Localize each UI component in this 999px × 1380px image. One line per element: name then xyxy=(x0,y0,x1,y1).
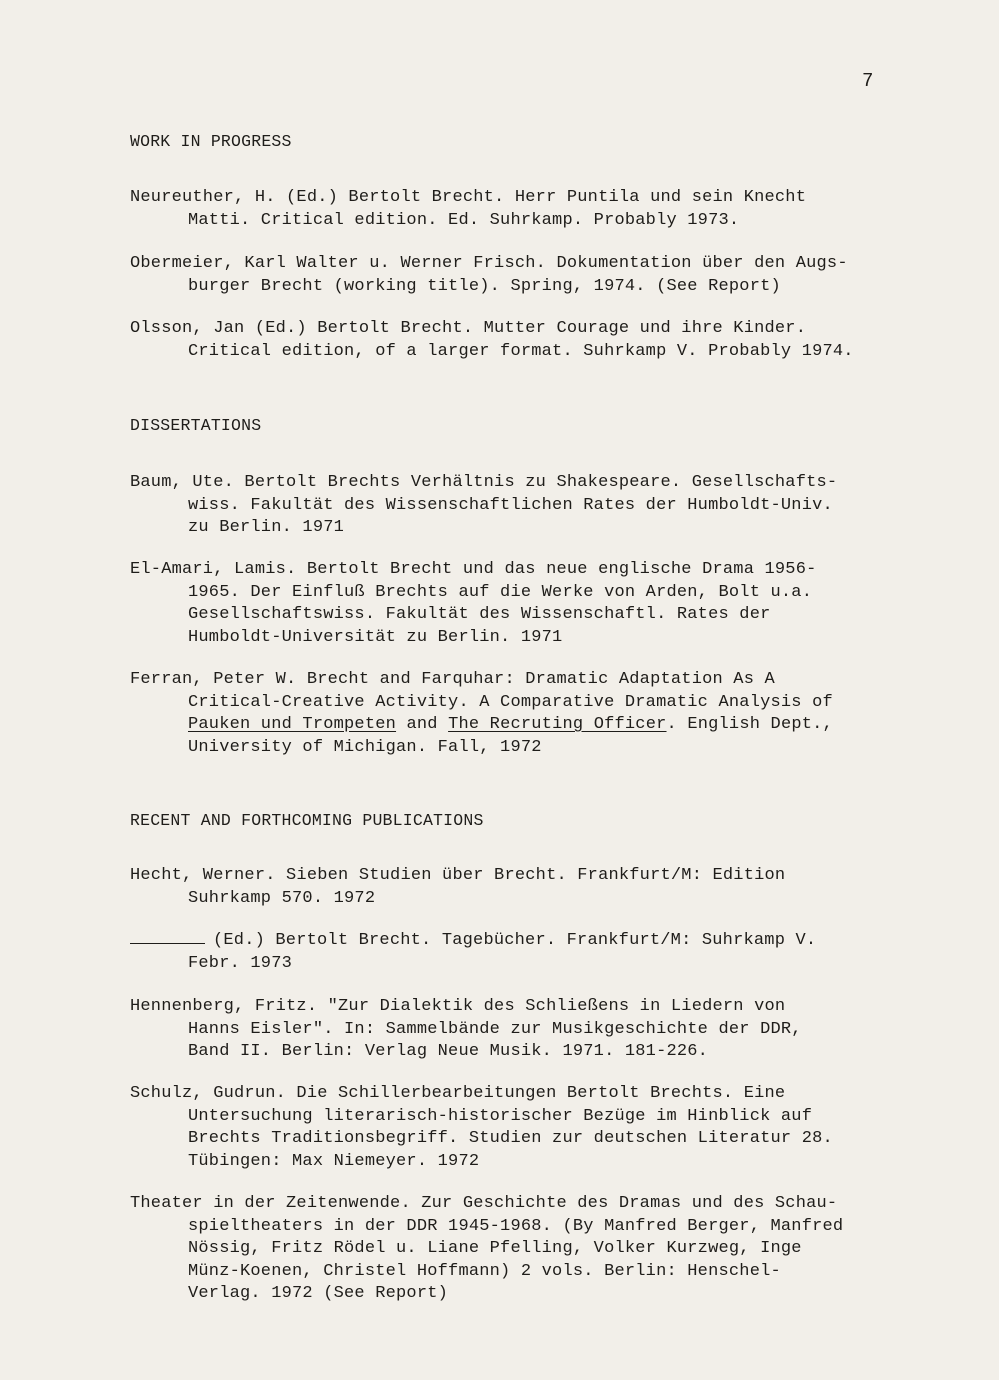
ditto-dash-line xyxy=(130,943,205,944)
entry-schulz: Schulz, Gudrun. Die Schillerbearbeitungen Bertolt Brechts. Eine Untersuchung literarisch-historischer Bezüge im Hinblick auf Brechts Traditionsbegriff. Studien zur deutschen Literatur 28. Tübingen: Max Niemeyer. 1972 xyxy=(130,1084,833,1171)
entry-obermeier: Obermeier, Karl Walter u. Werner Frisch. Dokumentation über den Augs- burger Brecht (working title). Spring, 1974. (See Report) xyxy=(130,254,848,296)
entry-olsson: Olsson, Jan (Ed.) Bertolt Brecht. Mutter Courage und ihre Kinder. Critical edition, of a larger format. Suhrkamp V. Probably 1974. xyxy=(130,319,854,361)
entry-el-amari: El-Amari, Lamis. Bertolt Brecht und das neue englische Drama 1956- 1965. Der Einfluß Brechts auf die Werke von Arden, Bolt u.a. Gesellschaftswiss. Fakultät des Wissenschaftl. Rates der Humboldt-Universität zu Berlin. 1971 xyxy=(130,560,817,647)
section-heading-recent-publications: RECENT AND FORTHCOMING PUBLICATIONS xyxy=(130,811,484,830)
section-heading-dissertations: DISSERTATIONS xyxy=(130,416,262,435)
entry-hennenberg: Hennenberg, Fritz. "Zur Dialektik des Schließens in Liedern von Hanns Eisler". In: Sammelbände zur Musikgeschichte der DDR, Band II. Berlin: Verlag Neue Musik. 1971. 181-226. xyxy=(130,997,802,1061)
entry-baum: Baum, Ute. Bertolt Brechts Verhältnis zu Shakespeare. Gesellschafts- wiss. Fakultät des Wissenschaftlichen Rates der Humboldt-Univ. zu Berlin. 1971 xyxy=(130,473,838,537)
entry-ferran: Ferran, Peter W. Brecht and Farquhar: Dramatic Adaptation As A Critical-Creative Activity. A Comparative Dramatic Analysis of Pauken und Trompeten and The Recruting Officer. English Dept., University of Michigan. Fall, 1972 xyxy=(130,670,833,757)
entry-hecht-ed: (Ed.) Bertolt Brecht. Tagebücher. Frankfurt/M: Suhrkamp V. Febr. 1973 xyxy=(130,930,960,975)
entry-hecht: Hecht, Werner. Sieben Studien über Brecht. Frankfurt/M: Edition Suhrkamp 570. 1972 xyxy=(130,866,786,908)
entry-theater-in-der-zeitenwende: Theater in der Zeitenwende. Zur Geschichte des Dramas und des Schau- spieltheaters in der DDR 1945-1968. (By Manfred Berger, Manfred Nössig, Fritz Rödel u. Liane Pfelling, Volker Kurzweg, Inge Münz-Koenen, Christel Hoffmann) 2 vols. Berlin: Henschel- Verlag. 1972 (See Report) xyxy=(130,1194,844,1303)
section-heading-work-in-progress: WORK IN PROGRESS xyxy=(130,132,292,151)
title-pauken-und-trompeten: Pauken und Trompeten xyxy=(188,715,397,734)
page-number: 7 xyxy=(862,70,874,92)
title-recruting-officer: The Recruting Officer xyxy=(448,715,667,734)
entry-neureuther: Neureuther, H. (Ed.) Bertolt Brecht. Herr Puntila und sein Knecht Matti. Critical edition. Ed. Suhrkamp. Probably 1973. xyxy=(130,188,807,230)
